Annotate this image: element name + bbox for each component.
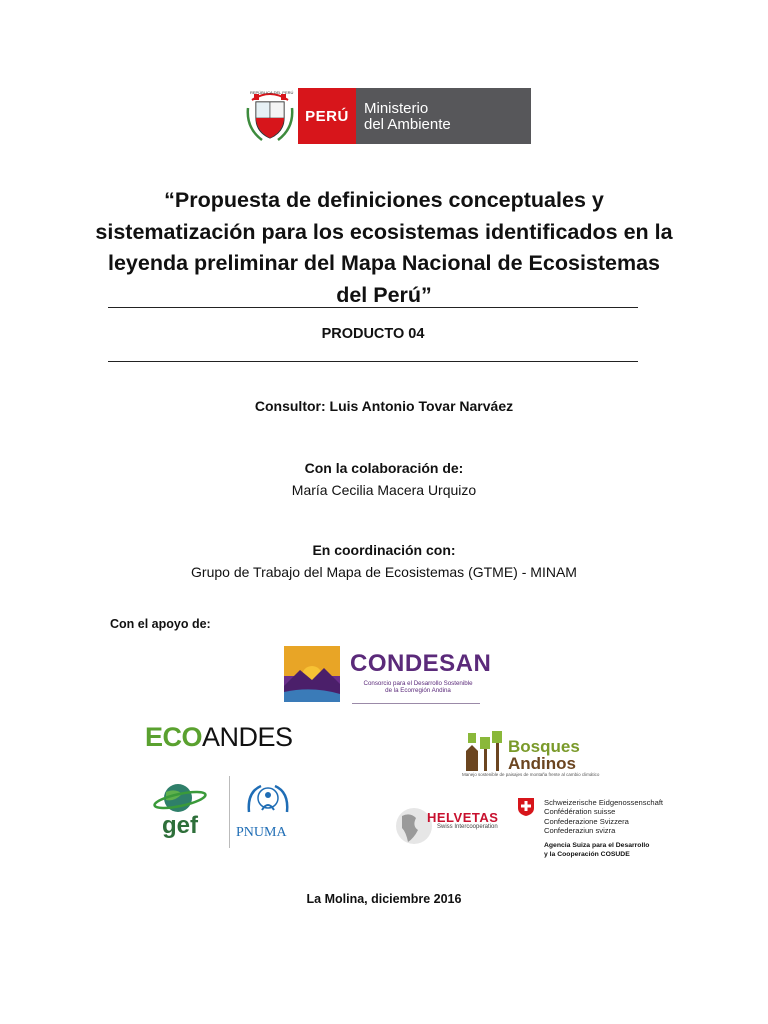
shield-ribbon-text: REPÚBLICA DEL PERÚ	[250, 90, 294, 95]
place-date: La Molina, diciembre 2016	[306, 892, 462, 906]
pnuma-name: PNUMA	[236, 825, 287, 840]
condesan-mountain-icon	[284, 646, 340, 702]
document-title: “Propuesta de definiciones conceptuales y sistematización para los ecosistemas identificados en la leyenda preliminar del Mapa Nacional de Ecosistemas del Perú”	[95, 188, 673, 307]
ministry-name: Ministerio del Ambiente	[356, 88, 531, 144]
support-label: Con el apoyo de:	[110, 617, 211, 631]
swiss-cross-icon	[518, 798, 534, 816]
top-divider	[108, 307, 638, 308]
coordination-name: Grupo de Trabajo del Mapa de Ecosistemas (GTME) - MINAM	[191, 564, 577, 580]
bosques-trees-icon	[462, 727, 506, 771]
bosques-andinos-name: Bosques Andinos	[508, 737, 580, 773]
collaborator-name: María Cecilia Macera Urquizo	[291, 482, 477, 498]
cosude-languages: Schweizerische Eidgenossenschaft Confédération suisse Confederazione Svizzera Confederaziun svizra	[544, 798, 664, 836]
condesan-underline	[352, 703, 480, 704]
helvetas-subtitle: Swiss Intercooperation	[437, 824, 498, 830]
peru-label: PERÚ	[298, 88, 356, 144]
helvetas-name: HELVETAS	[427, 810, 499, 825]
ministerio-ambiente-logo	[246, 88, 531, 144]
gef-name: gef	[162, 812, 198, 839]
coordination-label: En coordinación con:	[312, 542, 456, 558]
collaboration-label: Con la colaboración de:	[304, 460, 464, 476]
ecoandes-logo: ECOANDES	[145, 722, 293, 752]
consultant: Consultor: Luis Antonio Tovar Narváez	[254, 398, 514, 414]
peru-coat-of-arms-icon	[246, 88, 294, 144]
condesan-subtitle: Consorcio para el Desarrollo Sostenible de la Ecorregión Andina	[363, 680, 473, 694]
bottom-divider	[108, 361, 638, 362]
logo-divider	[229, 776, 230, 848]
cosude-agency: Agencia Suiza para el Desarrollo y la Cooperación COSUDE	[544, 842, 650, 858]
product-label: PRODUCTO 04	[321, 326, 425, 342]
bosques-subtitle: Manejo sostenible de paisajes de montaña frente al cambio climático	[462, 772, 600, 777]
pnuma-emblem-icon	[243, 782, 293, 824]
condesan-name: CONDESAN	[350, 650, 492, 677]
